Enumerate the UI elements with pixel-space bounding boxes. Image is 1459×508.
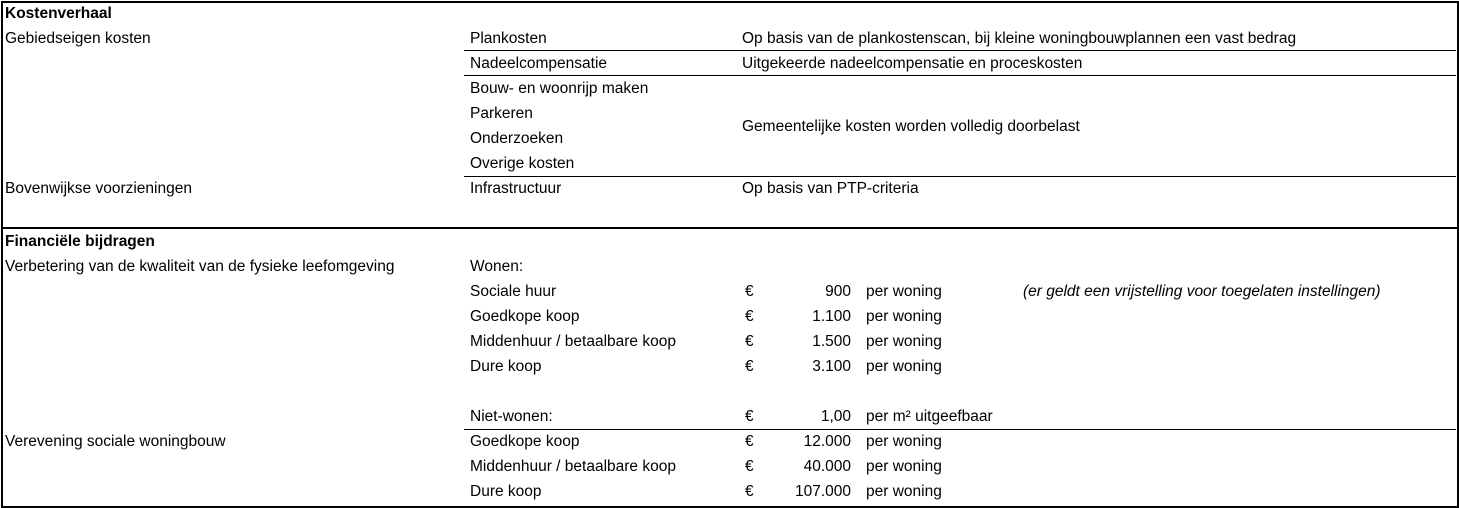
row-label: Middenhuur / betaalbare koop [470, 333, 676, 350]
label-infrastructuur: Infrastructuur [470, 180, 562, 197]
currency-symbol: € [745, 283, 754, 300]
desc-nadeelcompensatie: Uitgekeerde nadeelcompensatie en proceskosten [742, 55, 1083, 72]
label-verevening-sociale-woningbouw: Verevening sociale woningbouw [5, 433, 226, 450]
section-title-kostenverhaal: Kostenverhaal [5, 5, 112, 22]
section-divider [1, 227, 1459, 229]
row-divider [464, 176, 1456, 177]
unit-label: per m² uitgeefbaar [866, 408, 993, 425]
row-label: Dure koop [470, 483, 542, 500]
label-gebiedseigen-kosten: Gebiedseigen kosten [5, 30, 151, 47]
currency-symbol: € [745, 408, 754, 425]
amount-value: 1,00 [820, 408, 851, 425]
label-niet-wonen: Niet-wonen: [470, 408, 553, 425]
unit-label: per woning [866, 333, 942, 350]
section-title-financiele-bijdragen: Financiële bijdragen [5, 233, 155, 250]
label-wonen: Wonen: [470, 258, 524, 275]
label-plankosten: Plankosten [470, 30, 547, 47]
row-divider [464, 75, 1456, 76]
unit-label: per woning [866, 433, 942, 450]
desc-infrastructuur: Op basis van PTP-criteria [742, 180, 919, 197]
row-divider [464, 429, 1456, 430]
row-label: Goedkope koop [470, 308, 580, 325]
row-label: Dure koop [470, 358, 542, 375]
currency-symbol: € [745, 458, 754, 475]
currency-symbol: € [745, 308, 754, 325]
unit-label: per woning [866, 358, 942, 375]
row-divider [464, 50, 1456, 51]
unit-label: per woning [866, 308, 942, 325]
amount-value: 40.000 [803, 458, 851, 475]
currency-symbol: € [745, 433, 754, 450]
row-label: Sociale huur [470, 283, 557, 300]
currency-symbol: € [745, 483, 754, 500]
label-kwaliteit-leefomgeving: Verbetering van de kwaliteit van de fysieke leefomgeving [5, 258, 395, 275]
amount-value: 107.000 [794, 483, 851, 500]
currency-symbol: € [745, 358, 754, 375]
label-nadeelcompensatie: Nadeelcompensatie [470, 55, 608, 72]
label-overige-kosten: Overige kosten [470, 155, 575, 172]
note-vrijstelling: (er geldt een vrijstelling voor toegelaten instellingen) [1023, 283, 1381, 300]
desc-gemeentelijke-kosten: Gemeentelijke kosten worden volledig doorbelast [742, 118, 1080, 135]
label-parkeren: Parkeren [470, 105, 533, 122]
unit-label: per woning [866, 483, 942, 500]
row-label: Goedkope koop [470, 433, 580, 450]
desc-plankosten: Op basis van de plankostenscan, bij kleine woningbouwplannen een vast bedrag [742, 30, 1297, 47]
amount-value: 1.100 [812, 308, 851, 325]
amount-value: 3.100 [812, 358, 851, 375]
unit-label: per woning [866, 458, 942, 475]
amount-value: 900 [825, 283, 851, 300]
amount-value: 1.500 [812, 333, 851, 350]
label-bovenwijkse-voorzieningen: Bovenwijkse voorzieningen [5, 180, 192, 197]
unit-label: per woning [866, 283, 942, 300]
amount-value: 12.000 [803, 433, 851, 450]
row-label: Middenhuur / betaalbare koop [470, 458, 676, 475]
label-onderzoeken: Onderzoeken [470, 130, 564, 147]
label-bouw-woonrijp: Bouw- en woonrijp maken [470, 80, 649, 97]
currency-symbol: € [745, 333, 754, 350]
